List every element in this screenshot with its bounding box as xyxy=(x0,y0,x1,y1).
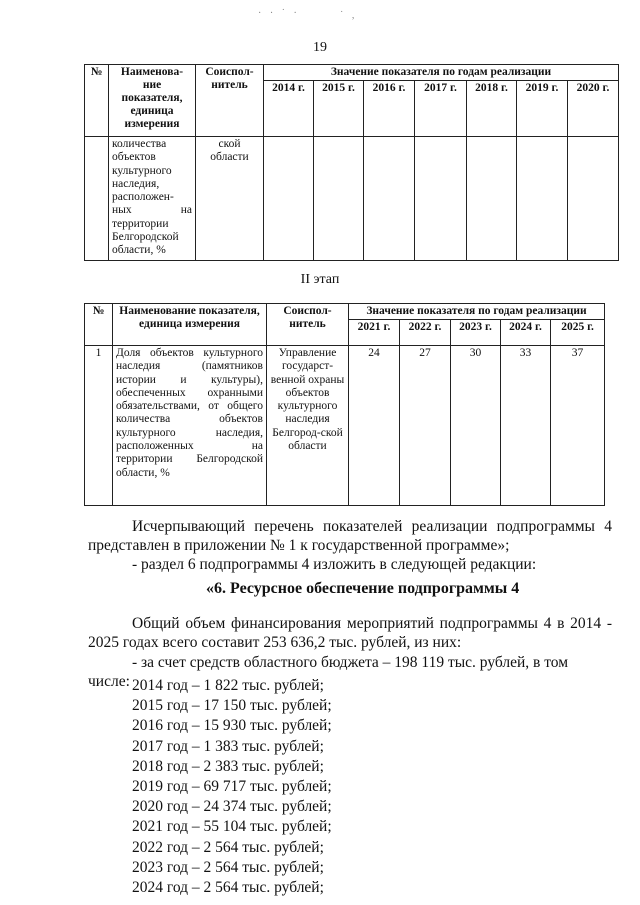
scan-artifact: ˙ , xyxy=(340,10,358,21)
col-header-year: 2017 г. xyxy=(415,81,467,137)
col-header-group: Значение показателя по годам реализации xyxy=(264,65,619,81)
funding-by-year-list xyxy=(132,676,332,898)
cell-coexecutor: Управление государст-венной охраны объектов культурного наследия Белгород-ской области xyxy=(267,346,349,506)
col-header-num: № xyxy=(85,304,113,346)
paragraph-section-6-intro: - раздел 6 подпрограммы 4 изложить в следующей редакции: xyxy=(132,556,537,573)
col-header-year: 2025 г. xyxy=(551,320,605,346)
cell-name-line: расположен- xyxy=(112,191,174,204)
col-header-year: 2020 г. xyxy=(568,81,619,137)
cell-value xyxy=(517,137,568,261)
col-header-year: 2016 г. xyxy=(364,81,415,137)
cell-name: Доля объектов культурного наследия (памятников истории и культуры), обеспеченных охранными обязательствами, от общего количества объектов культурного наследия, расположенных на территории Белгородской области, % xyxy=(113,346,267,506)
page-number: 19 xyxy=(313,40,327,55)
list-item: 2021 год – 55 104 тыс. рублей; xyxy=(132,818,332,836)
list-item: 2016 год – 15 930 тыс. рублей; xyxy=(132,717,332,735)
list-item: 2022 год – 2 564 тыс. рублей; xyxy=(132,838,324,856)
scan-artifact: · · ˙ · xyxy=(258,8,300,19)
cell-name xyxy=(109,137,196,261)
cell-value xyxy=(467,137,517,261)
cell-name-word: на xyxy=(180,204,192,217)
col-header-coexecutor: Соиспол-нитель xyxy=(267,304,349,346)
indicators-table-stage-2 xyxy=(84,303,605,506)
col-header-num: № xyxy=(85,65,109,137)
paragraph-total-funding: Общий объем финансирования мероприятий подпрограммы 4 в 2014 - 2025 годах всего составит 253 636,2 тыс. рублей, из них: xyxy=(88,615,612,651)
list-item: 2014 год – 1 822 тыс. рублей; xyxy=(132,677,324,694)
col-header-year: 2019 г. xyxy=(517,81,568,137)
cell-coexecutor: ской области xyxy=(196,137,264,261)
list-item: 2017 год – 1 383 тыс. рублей; xyxy=(132,737,324,755)
cell-name-line: области, % xyxy=(112,244,166,257)
list-item: 2015 год – 17 150 тыс. рублей; xyxy=(132,697,332,715)
stage-title: II этап xyxy=(300,272,340,287)
table-row xyxy=(85,137,619,261)
col-header-name: Наименование показателя, единица измерения xyxy=(113,304,267,346)
cell-value xyxy=(364,137,415,261)
cell-value: 30 xyxy=(451,346,501,506)
paragraph-regional-budget: - за счет средств областного бюджета – 198 119 тыс. рублей, в том числе: xyxy=(88,654,569,690)
cell-name-line: культурного xyxy=(112,164,172,177)
cell-num: 1 xyxy=(85,346,113,506)
cell-name-word: ных xyxy=(112,204,132,217)
cell-num xyxy=(85,137,109,261)
section-heading: «6. Ресурсное обеспечение подпрограммы 4 xyxy=(206,580,520,597)
paragraph-indicators-list: Исчерпывающий перечень показателей реализации подпрограммы 4 представлен в приложении № 1 к государственной программе»; xyxy=(88,518,612,554)
cell-value: 37 xyxy=(551,346,605,506)
cell-name-line: количества xyxy=(112,138,167,150)
cell-name-line: Белгородской xyxy=(112,231,179,244)
col-header-year: 2018 г. xyxy=(467,81,517,137)
col-header-year: 2022 г. xyxy=(400,320,451,346)
list-item: 2019 год – 69 717 тыс. рублей; xyxy=(132,778,332,796)
cell-value xyxy=(415,137,467,261)
cell-value: 24 xyxy=(349,346,400,506)
col-header-group: Значение показателя по годам реализации xyxy=(349,304,605,320)
cell-value: 33 xyxy=(501,346,551,506)
cell-name-line xyxy=(112,204,192,217)
cell-value xyxy=(264,137,314,261)
col-header-year: 2015 г. xyxy=(314,81,364,137)
col-header-year: 2014 г. xyxy=(264,81,314,137)
col-header-name: Наименова-ние показателя, единица измерения xyxy=(109,65,196,137)
col-header-year: 2024 г. xyxy=(501,320,551,346)
cell-value xyxy=(314,137,364,261)
indicators-table-stage-1 xyxy=(84,64,619,261)
col-header-year: 2023 г. xyxy=(451,320,501,346)
cell-name-line: объектов xyxy=(112,151,156,164)
cell-name-line: наследия, xyxy=(112,177,160,190)
cell-value xyxy=(568,137,619,261)
col-header-year: 2021 г. xyxy=(349,320,400,346)
list-item: 2020 год – 24 374 тыс. рублей; xyxy=(132,798,332,816)
list-item: 2023 год – 2 564 тыс. рублей; xyxy=(132,858,324,876)
cell-value: 27 xyxy=(400,346,451,506)
list-item: 2018 год – 2 383 тыс. рублей; xyxy=(132,757,324,775)
col-header-coexecutor: Соиспол-нитель xyxy=(196,65,264,137)
cell-name-line: территории xyxy=(112,217,169,230)
list-item: 2024 год – 2 564 тыс. рублей; xyxy=(132,879,324,897)
table-row xyxy=(85,346,605,506)
